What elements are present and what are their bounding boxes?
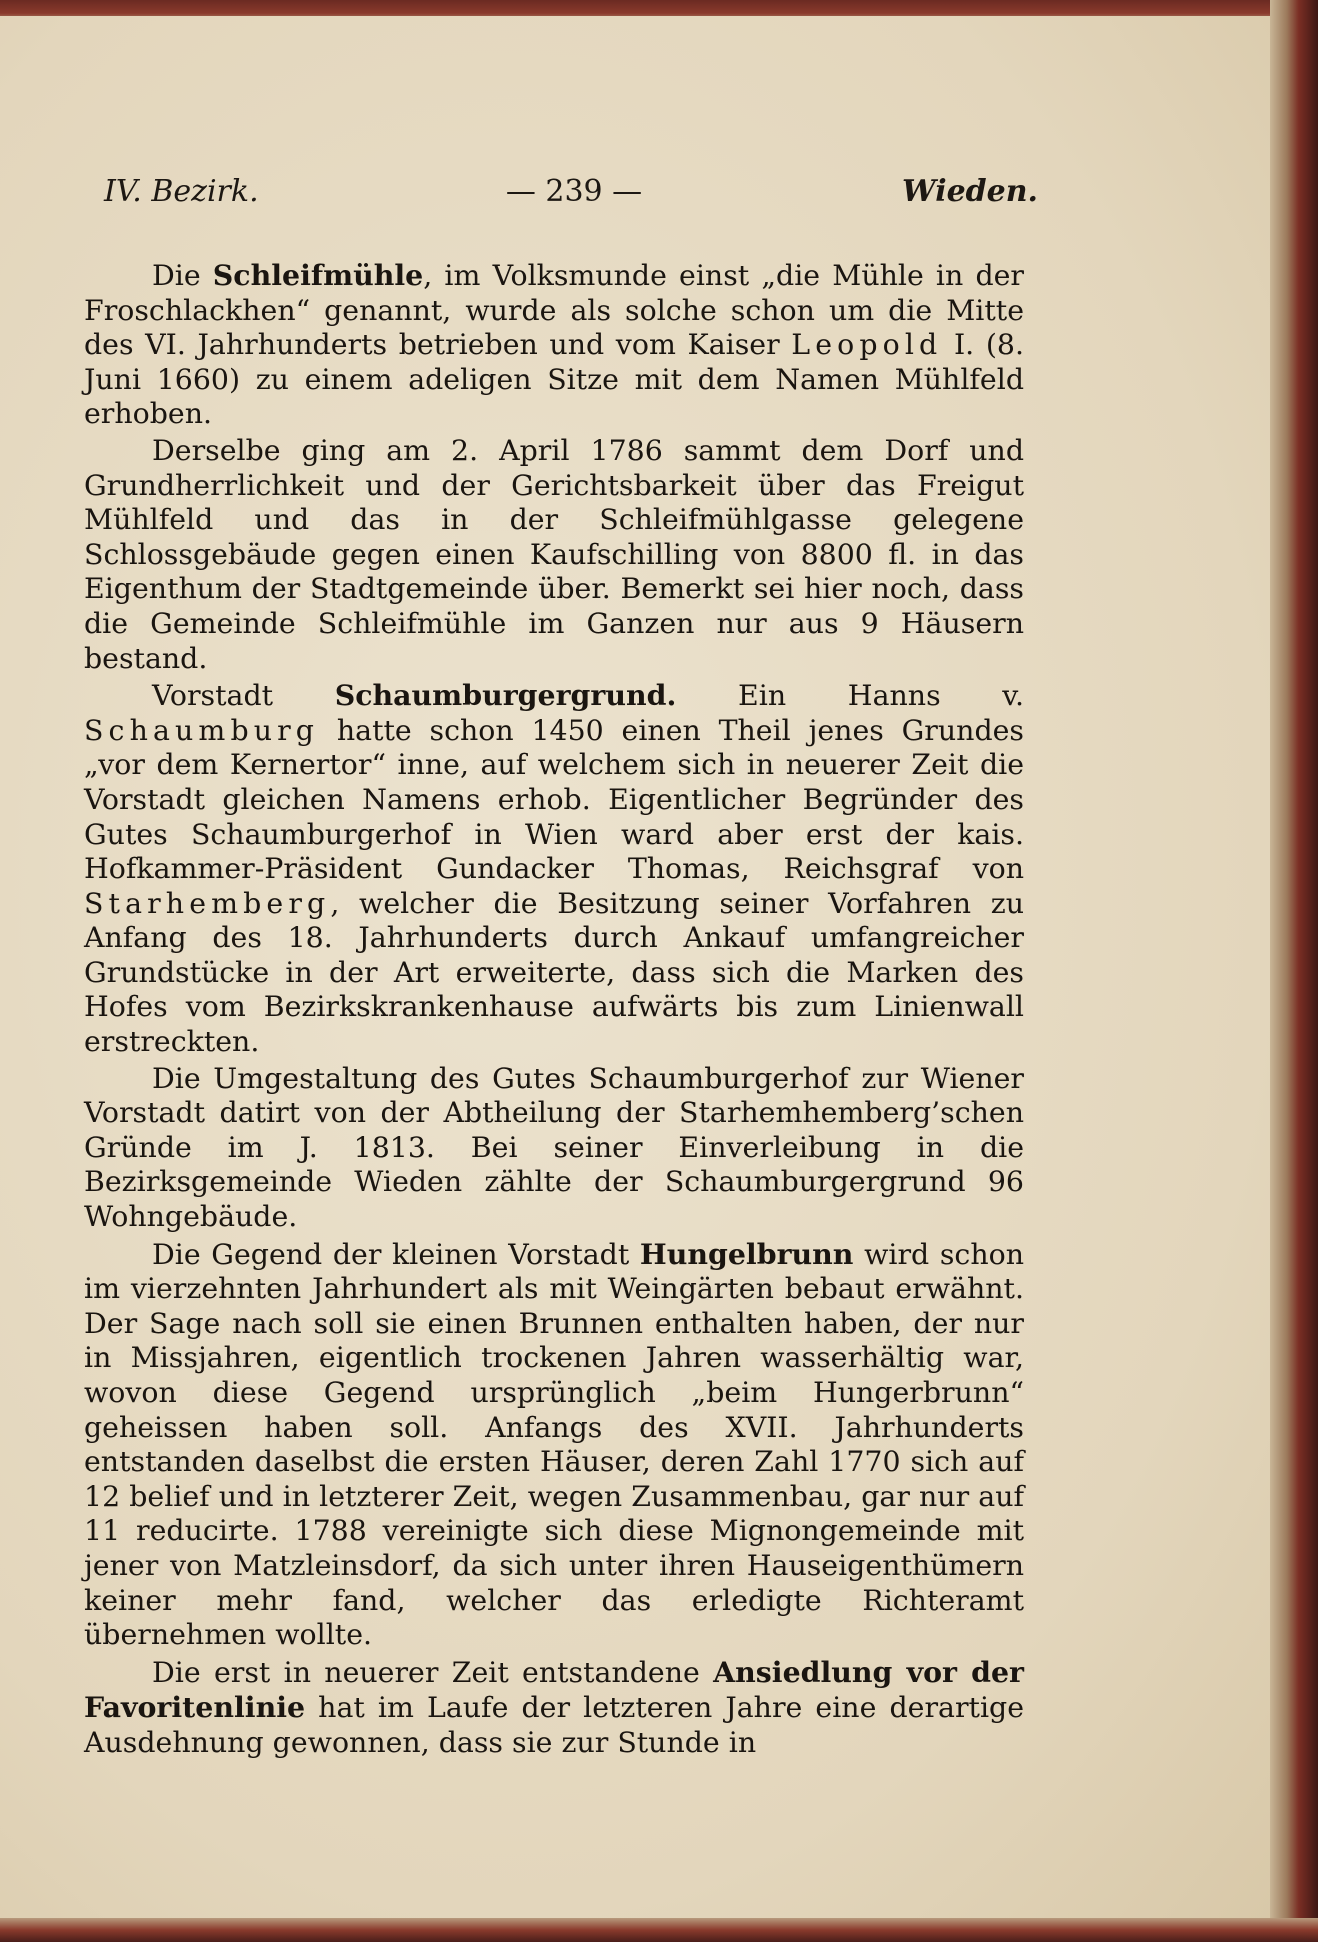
text-run: Die Umgestaltung des Gutes Schaumburgerhof zur Wiener Vorstadt datirt von der Abtheilung der Starhemhemberg’schen Gründe im J. 1813. Bei seiner Einverleibung in die Bezirksgemeinde Wieden zählte der Schaumburgergrund 96 Wohngebäude. xyxy=(84,1061,1024,1234)
header-district: IV. Bezirk. xyxy=(104,174,259,209)
paragraph xyxy=(84,678,1024,1060)
bold-term: Schaumburgergrund. xyxy=(334,678,677,713)
text-run: hat im Laufe der letzteren Jahre eine derartige Ausdehnung gewonnen, dass sie zur Stunde in xyxy=(84,1691,1024,1759)
paragraph xyxy=(84,258,1024,432)
bold-term: Schleifmühle xyxy=(212,258,424,292)
paragraph xyxy=(84,1655,1024,1761)
bold-term: Ansiedlung vor der Favoritenlinie xyxy=(84,1654,1025,1725)
header-section: Wieden. xyxy=(902,174,1038,209)
text-run: I. (8. Juni 1660) zu einem adeligen Sitze mit dem Namen Mühlfeld erhoben. xyxy=(84,328,1025,431)
book-page xyxy=(0,16,1276,1922)
body-text xyxy=(84,258,1024,1761)
text-run: Ein Hanns v. xyxy=(676,679,1024,713)
spaced-name: Schaumburg xyxy=(84,713,320,747)
text-run: Die erst in neuerer Zeit entstandene xyxy=(152,1655,714,1689)
text-run: Derselbe ging am 2. April 1786 sammt dem Dorf und Grundherrlichkeit und der Gerichtsbarkeit über das Freigut Mühlfeld und das in der Schleifmühlgasse gelegene Schlossgebäude gegen einen Kaufschilling von 8800 fl. in das Eigenthum der Stadtgemeinde über. Bemerkt sei hier noch, dass die Gemeinde Schleifmühle im Ganzen nur aus 9 Häusern bestand. xyxy=(84,433,1024,675)
page-number: — 239 — xyxy=(505,174,643,209)
paragraph xyxy=(84,1062,1024,1235)
book-right-edge xyxy=(1270,0,1318,1942)
text-run: hatte schon 1450 einen Theil jenes Grundes „vor dem Kernertor“ inne, auf welchem sich in neuerer Zeit die Vorstadt gleichen Namens erhob. Eigentlicher Begründer des Gutes Schaumburgerhof in Wien ward aber erst der kais. Hofkammer-Präsident Gundacker Thomas, Reichsgraf von xyxy=(84,713,1024,886)
book-bottom-edge xyxy=(0,1918,1318,1942)
running-header xyxy=(104,174,1038,226)
bold-term: Hungelbrunn xyxy=(639,1236,854,1271)
paragraph xyxy=(84,1237,1024,1653)
spaced-name: Leopold xyxy=(791,328,943,362)
text-run: , welcher die Besitzung seiner Vorfahren zu Anfang des 18. Jahrhunderts durch Ankauf umfangreicher Grundstücke in der Art erweiterte, dass sich die Marken des Hofes vom Bezirkskrankenhause aufwärts bis zum Linienwall erstreckten. xyxy=(84,886,1024,1059)
text-run: Vorstadt xyxy=(152,679,335,713)
text-run: Die xyxy=(152,259,213,292)
text-run: , im Volksmunde einst „die Mühle in der Froschlackhen“ genannt, wurde als solche schon um die Mitte des VI. Jahrhunderts betrieben und vom Kaiser xyxy=(84,259,1024,362)
text-run: wird schon im vierzehnten Jahrhundert als mit Weingärten bebaut erwähnt. Der Sage nach soll sie einen Brunnen enthalten haben, der nur in Missjahren, eigentlich trockenen Jahren wasserhältig war, wovon diese Gegend ursprünglich „beim Hungerbrunn“ geheissen haben soll. Anfangs des XVII. Jahrhunderts entstanden daselbst die ersten Häuser, deren Zahl 1770 sich auf 12 belief und in letzterer Zeit, wegen Zusammenbau, gar nur auf 11 reducirte. 1788 vereinigte sich diese Mignongemeinde mit jener von Matzleinsdorf, da sich unter ihren Hauseigenthümern keiner mehr fand, welcher das erledigte Richteramt übernehmen wollte. xyxy=(84,1237,1024,1652)
text-run: Die Gegend der kleinen Vorstadt xyxy=(152,1237,640,1271)
paragraph xyxy=(84,434,1024,676)
spaced-name: Starhemberg xyxy=(84,886,331,920)
